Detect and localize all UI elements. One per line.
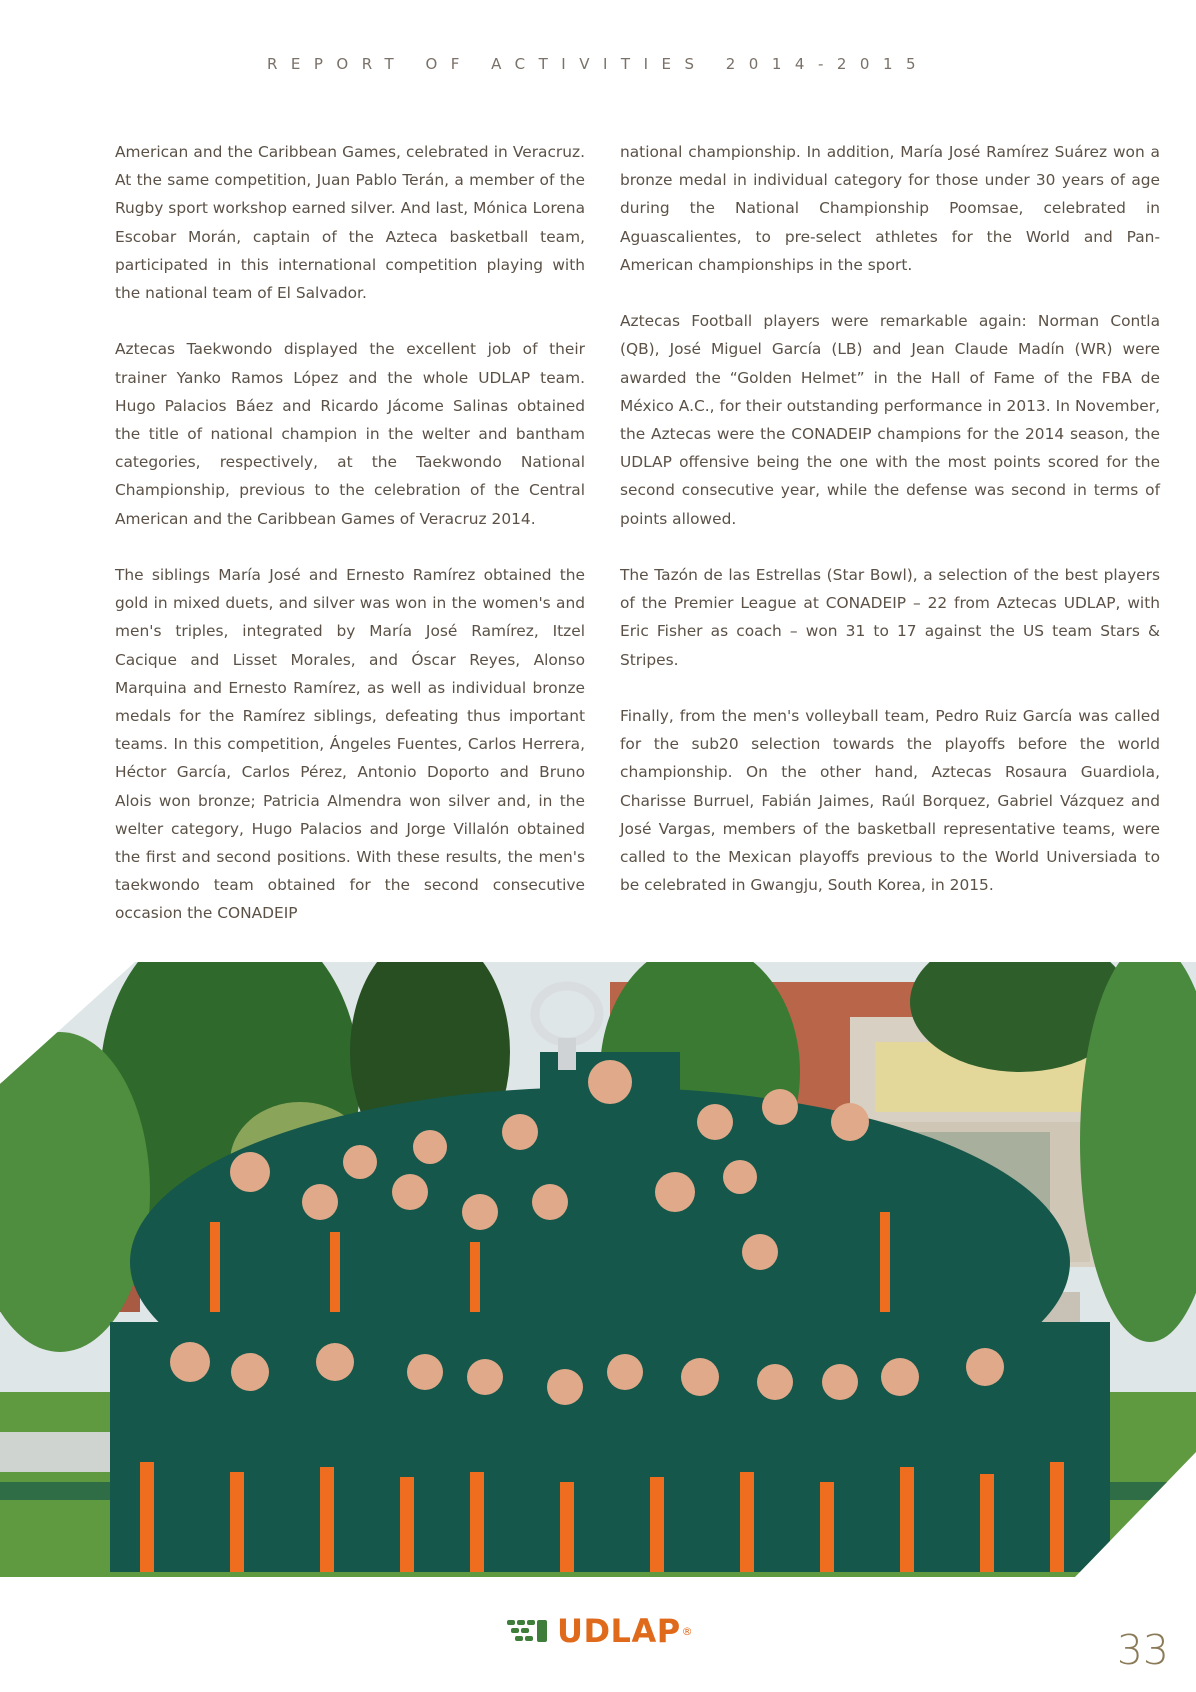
paragraph: Finally, from the men's volleyball team, Pedro Ruiz García was called for the sub20 selection towards the playoffs before the world championship. On the other hand, Aztecas Rosaura Guardiola, Charisse Burruel, Fabián Jaimes, Raúl Borquez, Gabriel Vázquez and José Vargas, members of the basketball representative teams, were called to the Mexican playoffs previous to the World Universiada to be celebrated in Gwangju, South Korea, in 2015. <box>620 707 1160 895</box>
paragraph: The siblings María José and Ernesto Ramírez obtained the gold in mixed duets, and silver was won in the women's and men's triples, integrated by María José Ramírez, Itzel Cacique and Lisset Morales, and Óscar Reyes, Alonso Marquina and Ernesto Ramírez, as well as individual bronze medals for the Ramírez siblings, defeating thus important teams. In this competition, Ángeles Fuentes, Carlos Herrera, Héctor García, Carlos Pérez, Antonio Doporto and Bruno Alois won bronze; Patricia Almendra won silver and, in the welter category, Hugo Palacios and Jorge Villalón obtained the first and second positions. With these results, the men's taekwondo team obtained for the second consecutive occasion the CONADEIP <box>115 566 585 923</box>
paragraph: Aztecas Taekwondo displayed the excellent job of their trainer Yanko Ramos López and the whole UDLAP team. Hugo Palacios Báez and Ricardo Jácome Salinas obtained the title of national champion in the welter and bantham categories, respectively, at the Taekwondo National Championship, previous to the celebration of the Central American and the Caribbean Games of Veracruz 2014. <box>115 340 585 528</box>
paragraph: American and the Caribbean Games, celebrated in Veracruz. At the same competition, Juan Pablo Terán, a member of the Rugby sport workshop earned silver. And last, Mónica Lorena Escobar Morán, captain of the Azteca basketball team, participated in this international competition playing with the national team of El Salvador. <box>115 143 585 303</box>
team-photo <box>0 962 1196 1577</box>
registered-mark: ® <box>681 1624 693 1638</box>
udlap-logo <box>505 1611 693 1651</box>
left-column <box>115 138 585 956</box>
running-header: REPORT OF ACTIVITIES 2014-2015 <box>266 55 930 73</box>
right-column <box>620 138 1160 928</box>
logo-mark-icon <box>505 1616 551 1646</box>
paragraph: Aztecas Football players were remarkable again: Norman Contla (QB), José Miguel García (LB) and Jean Claude Madín (WR) were awarded the “Golden Helmet” in the Hall of Fame of the FBA de México A.C., for their outstanding performance in 2013. In November, the Aztecas were the CONADEIP champions for the 2014 season, the UDLAP offensive being the one with the most points scored for the second consecutive year, while the defense was second in terms of points allowed. <box>620 312 1160 528</box>
paragraph: The Tazón de las Estrellas (Star Bowl), a selection of the best players of the Premier League at CONADEIP – 22 from Aztecas UDLAP, with Eric Fisher as coach – won 31 to 17 against the US team Stars & Stripes. <box>620 566 1160 669</box>
page-number: 33 <box>1116 1626 1169 1674</box>
paragraph: national championship. In addition, María José Ramírez Suárez won a bronze medal in individual category for those under 30 years of age during the National Championship Poomsae, celebrated in Aguascalientes, to pre-select athletes for the World and Pan-American championships in the sport. <box>620 143 1160 274</box>
logo-text: UDLAP <box>557 1612 681 1650</box>
